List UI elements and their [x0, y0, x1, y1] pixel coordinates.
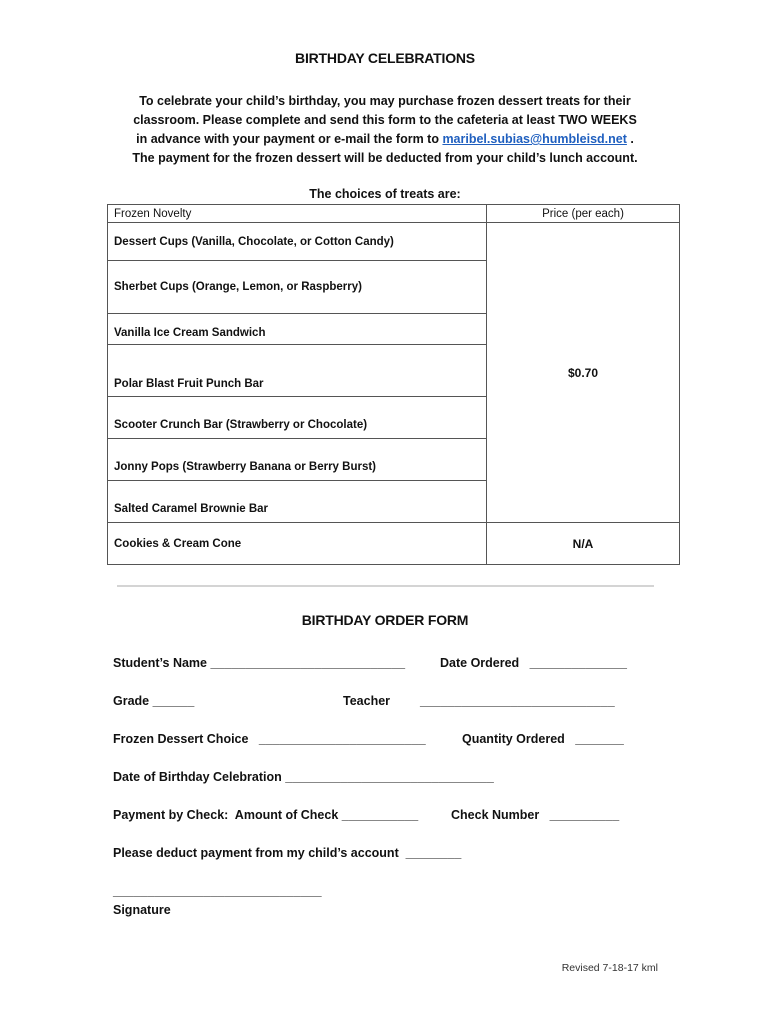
dessert-choice-field[interactable]: Frozen Dessert Choice ________________________ [113, 732, 426, 746]
treat-item: Scooter Crunch Bar (Strawberry or Chocolate) [108, 397, 487, 439]
price-cell: $0.70 [487, 223, 680, 523]
quantity-field[interactable]: Quantity Ordered _______ [462, 732, 624, 746]
price-cell: N/A [487, 523, 680, 565]
column-header-price: Price (per each) [487, 205, 680, 223]
table-row [108, 523, 680, 565]
signature-line[interactable]: ______________________________ [113, 884, 322, 898]
grade-field[interactable]: Grade ______ [113, 694, 195, 708]
order-form-title: BIRTHDAY ORDER FORM [301, 612, 469, 628]
signature-label: Signature [113, 903, 171, 917]
intro-paragraph [100, 92, 670, 168]
table-row [108, 223, 680, 261]
student-name-field[interactable]: Student’s Name ____________________________ [113, 656, 406, 670]
page-title: BIRTHDAY CELEBRATIONS [295, 50, 475, 66]
treat-item: Salted Caramel Brownie Bar [108, 481, 487, 523]
revision-note: Revised 7-18-17 kml [561, 962, 658, 974]
treat-item: Dessert Cups (Vanilla, Chocolate, or Cotton Candy) [108, 223, 487, 261]
section-divider [117, 585, 654, 587]
teacher-field[interactable]: ____________________________ [420, 694, 615, 708]
treat-item: Sherbet Cups (Orange, Lemon, or Raspberry) [108, 261, 487, 314]
treat-item: Cookies & Cream Cone [108, 523, 487, 565]
treats-table [107, 204, 680, 565]
treat-item: Polar Blast Fruit Punch Bar [108, 345, 487, 397]
treats-caption: The choices of treats are: [309, 187, 461, 201]
intro-line [100, 130, 670, 149]
email-link[interactable]: maribel.subias@humbleisd.net [442, 132, 627, 146]
intro-line-text: in advance with your payment or e-mail the form to [136, 132, 443, 146]
column-header-item: Frozen Novelty [108, 205, 487, 223]
intro-line-text: . [626, 132, 634, 146]
treat-item: Vanilla Ice Cream Sandwich [108, 314, 487, 345]
intro-line: The payment for the frozen dessert will be deducted from your child’s lunch account. [132, 151, 638, 165]
check-amount-field[interactable]: Payment by Check: Amount of Check ___________ [113, 808, 419, 822]
intro-line: classroom. Please complete and send this form to the cafeteria at least TWO WEEKS [133, 113, 637, 127]
check-number-field[interactable]: Check Number __________ [451, 808, 620, 822]
teacher-label: Teacher [343, 694, 391, 708]
table-header-row [108, 205, 680, 223]
birthday-date-field[interactable]: Date of Birthday Celebration ______________________________ [113, 770, 494, 784]
intro-line: To celebrate your child’s birthday, you may purchase frozen dessert treats for their [139, 94, 631, 108]
date-ordered-field[interactable]: Date Ordered ______________ [440, 656, 627, 670]
treat-item: Jonny Pops (Strawberry Banana or Berry Burst) [108, 439, 487, 481]
deduct-payment-field[interactable]: Please deduct payment from my child’s account ________ [113, 846, 462, 860]
